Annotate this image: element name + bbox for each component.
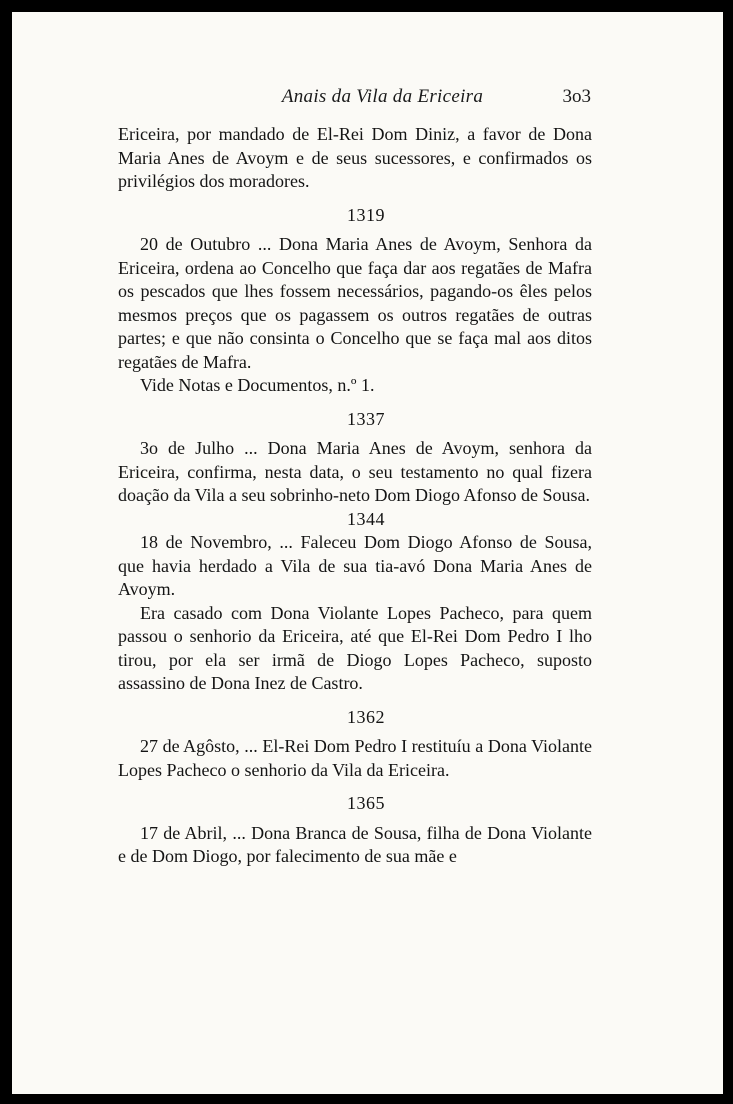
year-heading-1337: 1337: [347, 408, 385, 429]
paragraph-1365: 17 de Abril, ... Dona Branca de Sousa, filha de Dona Violante e de Dom Diogo, por falecimento de sua mãe e: [118, 822, 592, 866]
paragraph-1344-continued: Era casado com Dona Violante Lopes Pacheco, para quem passou o senhorio da Ericeira, até que El-Rei Dom Pedro I lho tirou, por ela ser irmã de Diogo Lopes Pacheco, suposto assassino de Dona Inez de Castro.: [118, 602, 592, 693]
year-heading-1365: 1365: [347, 793, 385, 813]
page-number: 3o3: [562, 86, 591, 107]
book-page: [12, 12, 723, 1094]
page-header: [12, 86, 723, 112]
paragraph-1319-reference: Vide Notas e Documentos, n.º 1.: [140, 375, 375, 395]
year-heading-1362: 1362: [347, 706, 385, 727]
year-heading-1319: 1319: [347, 204, 385, 225]
running-title: Anais da Vila da Ericeira: [281, 86, 484, 107]
paragraph-intro: Ericeira, por mandado de El-Rei Dom Diniz, a favor de Dona Maria Anes de Avoym e de seus sucessores, e confirmados os privilégios dos moradores.: [118, 124, 592, 191]
paragraph-1337: 3o de Julho ... Dona Maria Anes de Avoym, senhora da Ericeira, confirma, nesta data, o seu testamento no qual fizera doação da Vila a seu sobrinho-neto Dom Diogo Afonso de Sousa.: [118, 438, 592, 505]
paragraph-1319: 20 de Outubro ... Dona Maria Anes de Avoym, Senhora da Ericeira, ordena ao Concelho que faça dar aos regatães de Mafra os pescados que lhes fossem necessários, pagando-os êles pelos mesmos preços que os pagassem os outros regatães de outras partes; e que não consinta o Concelho que se faça mal aos ditos regatães de Mafra.: [118, 234, 592, 372]
paragraph-1362: 27 de Agôsto, ... El-Rei Dom Pedro I restituíu a Dona Violante Lopes Pacheco o senhorio da Vila da Ericeira.: [118, 736, 592, 780]
body-text: [118, 123, 592, 869]
paragraph-1344: 18 de Novembro, ... Faleceu Dom Diogo Afonso de Sousa, que havia herdado a Vila de sua tia-avó Dona Maria Anes de Avoym.: [118, 532, 592, 599]
year-heading-1344: 1344: [347, 508, 385, 529]
